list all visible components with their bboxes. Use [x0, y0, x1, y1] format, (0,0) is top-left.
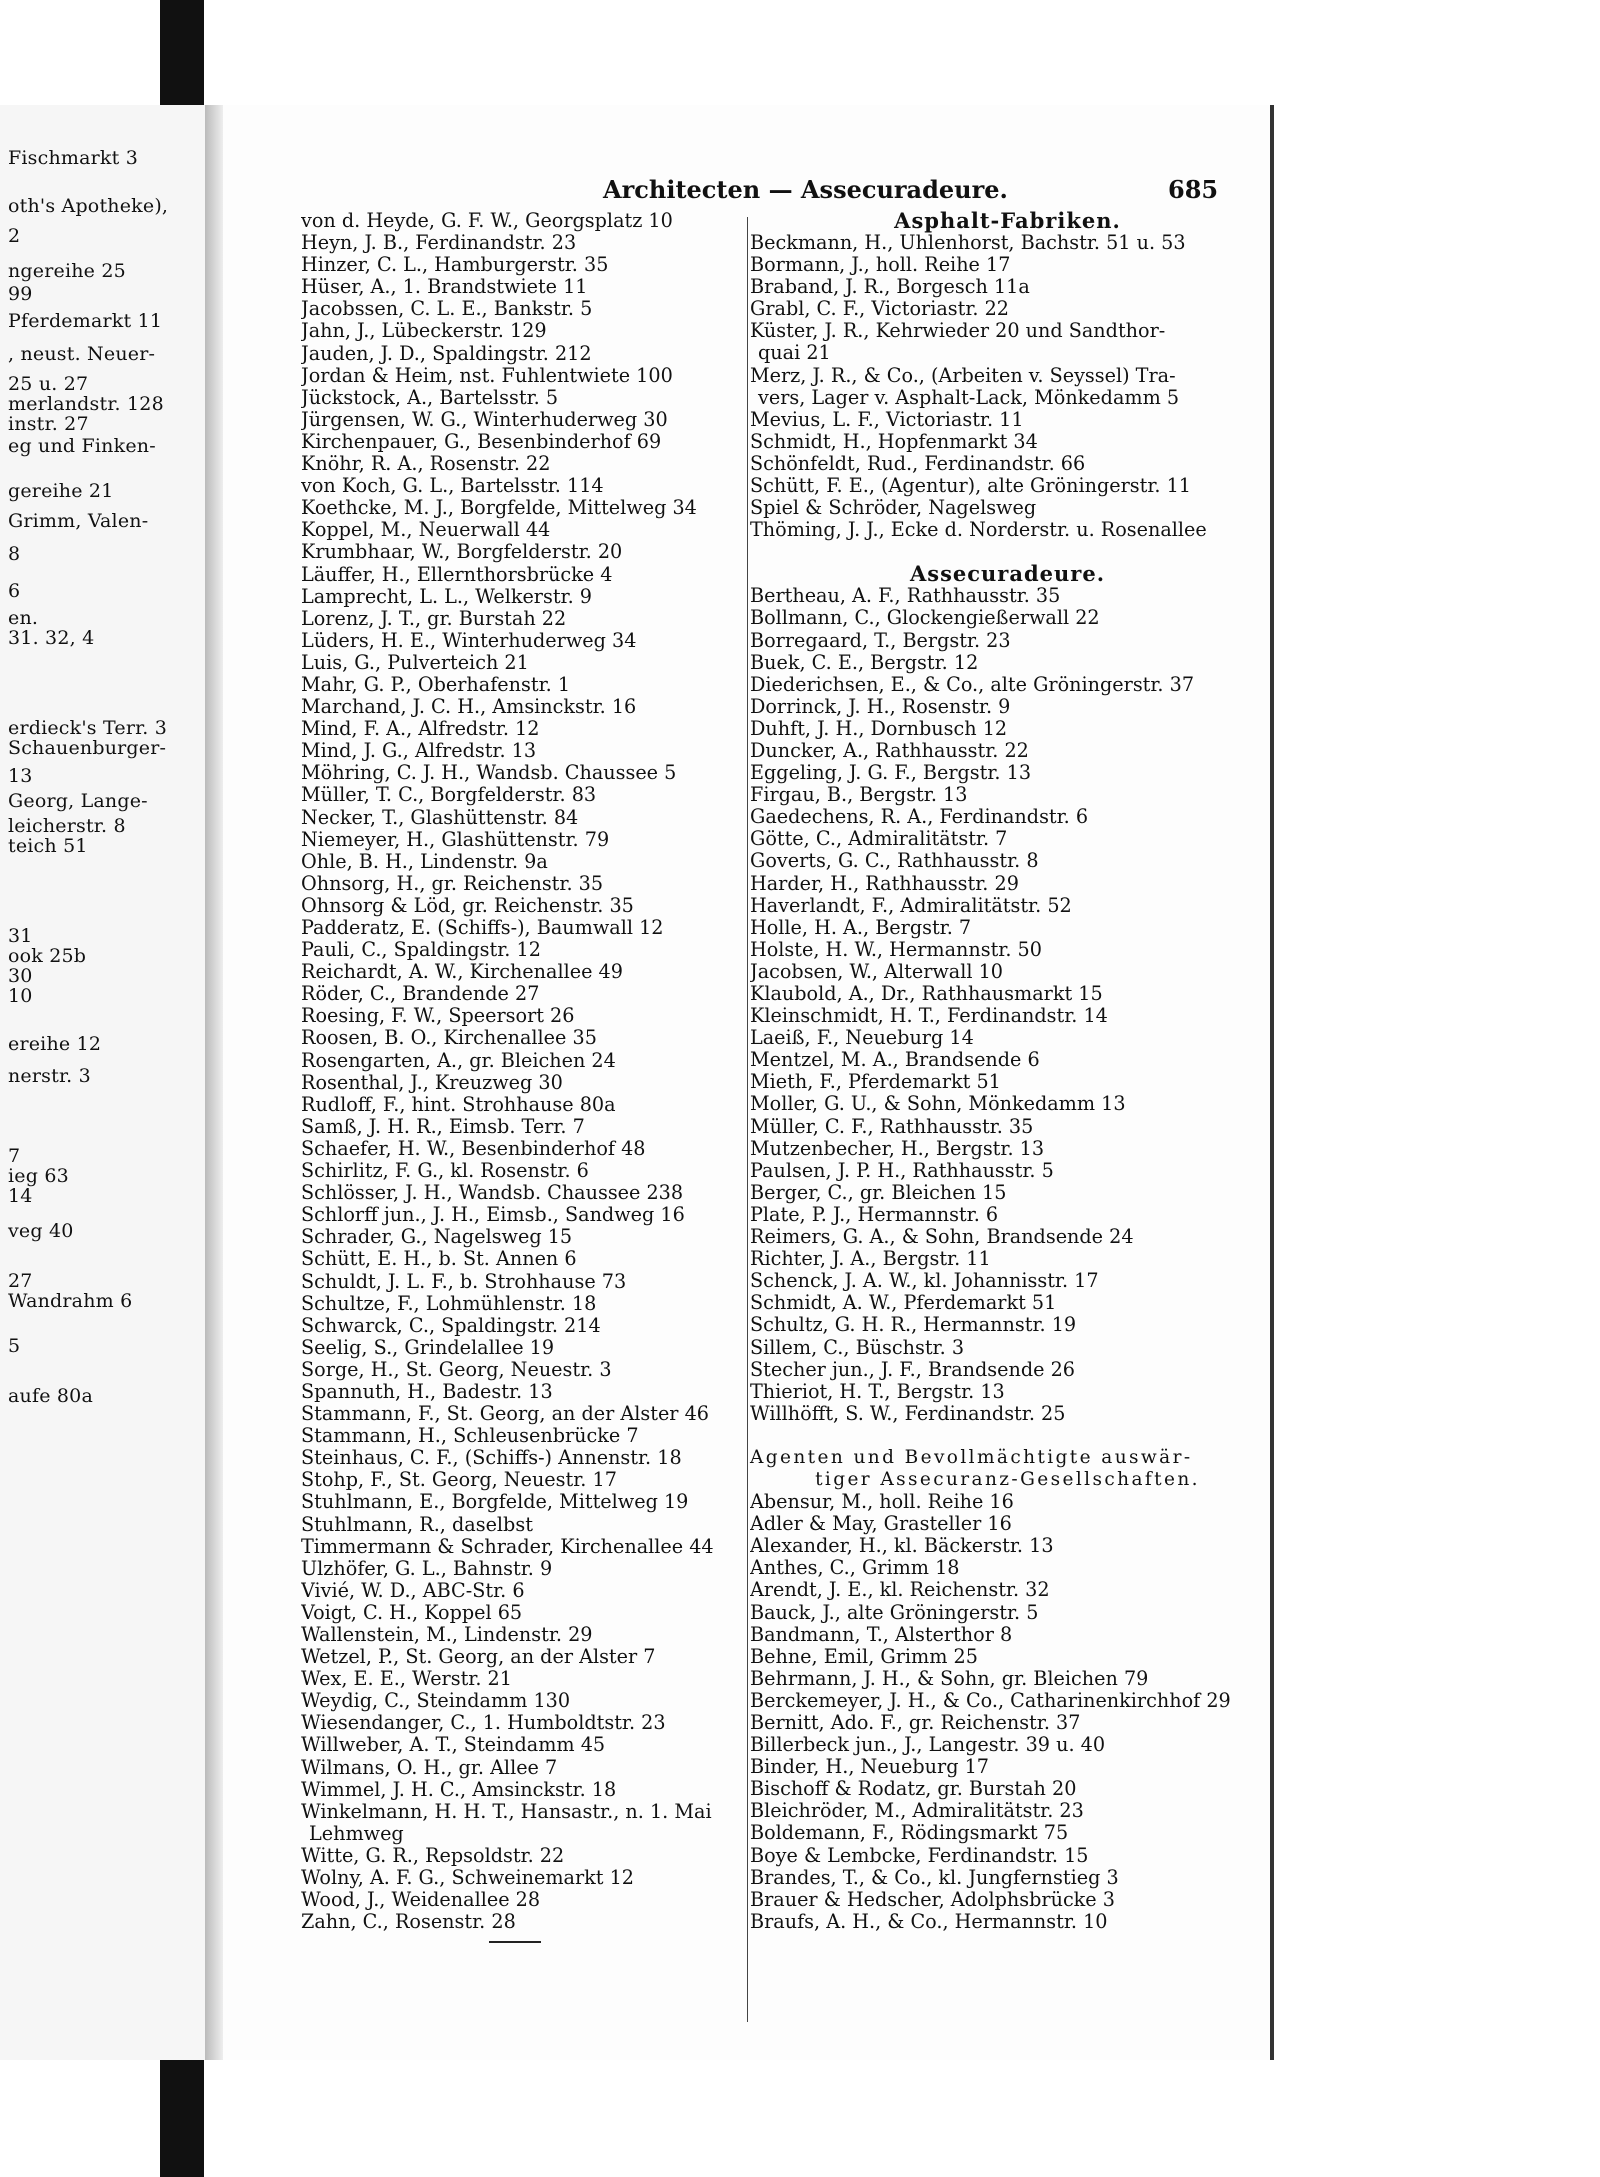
directory-entry: Stuhlmann, R., daselbst — [301, 1513, 533, 1536]
directory-entry: Schirlitz, F. G., kl. Rosenstr. 6 — [301, 1160, 589, 1183]
directory-entry: Ohnsorg & Löd, gr. Reichenstr. 35 — [301, 894, 634, 917]
directory-entry: Jürgensen, W. G., Winterhuderweg 30 — [301, 408, 668, 431]
directory-entry: Duncker, A., Rathhausstr. 22 — [750, 739, 1029, 762]
directory-entry: Jahn, J., Lübeckerstr. 129 — [301, 320, 547, 343]
previous-page-text-fragment: 5 — [8, 1335, 21, 1357]
directory-entry: Mentzel, M. A., Brandsende 6 — [750, 1049, 1040, 1072]
right-column — [750, 210, 1265, 1933]
directory-entry: Jacobssen, C. L. E., Bankstr. 5 — [301, 298, 593, 321]
directory-entry: Weydig, C., Steindamm 130 — [301, 1690, 571, 1713]
directory-entry: Wetzel, P., St. Georg, an der Alster 7 — [301, 1646, 656, 1669]
directory-entry: Bertheau, A. F., Rathhausstr. 35 — [750, 585, 1061, 608]
directory-entry: Schönfeldt, Rud., Ferdinandstr. 66 — [750, 452, 1086, 475]
directory-entry: Brauer & Hedscher, Adolphsbrücke 3 — [750, 1888, 1115, 1911]
directory-entry: Paulsen, J. P. H., Rathhausstr. 5 — [750, 1159, 1054, 1182]
directory-entry: Zahn, C., Rosenstr. 28 — [301, 1911, 516, 1934]
agents-list — [750, 1491, 1265, 1933]
directory-entry: Padderatz, E. (Schiffs-), Baumwall 12 — [301, 917, 664, 939]
directory-entry: Rosenthal, J., Kreuzweg 30 — [301, 1071, 563, 1094]
directory-entry: Buek, C. E., Bergstr. 12 — [750, 651, 979, 674]
directory-entry: Mutzenbecher, H., Bergstr. 13 — [750, 1137, 1045, 1160]
directory-entry: Möhring, C. J. H., Wandsb. Chaussee 5 — [301, 762, 677, 785]
directory-entry: Schütt, F. E., (Agentur), alte Gröningerstr. 11 — [750, 475, 1191, 498]
directory-page — [223, 105, 1274, 2060]
directory-entry: Behne, Emil, Grimm 25 — [750, 1645, 978, 1668]
directory-entry: von Koch, G. L., Bartelsstr. 114 — [301, 475, 604, 498]
directory-entry: Willweber, A. T., Steindamm 45 — [301, 1734, 606, 1757]
agents-heading-line1: Agenten und Bevollmächtigte auswär- — [750, 1446, 1193, 1468]
previous-page-text-fragment: 30 — [8, 965, 33, 987]
directory-entry: Bernitt, Ado. F., gr. Reichenstr. 37 — [750, 1712, 1081, 1734]
previous-page-text-fragment: 8 — [8, 543, 21, 565]
left-column-architects — [301, 210, 741, 1943]
directory-entry: Ulzhöfer, G. L., Bahnstr. 9 — [301, 1557, 553, 1580]
directory-entry: Berger, C., gr. Bleichen 15 — [750, 1181, 1007, 1204]
directory-entry: Alexander, H., kl. Bäckerstr. 13 — [750, 1535, 1054, 1558]
directory-entry: Röder, C., Brandende 27 — [301, 983, 540, 1006]
directory-entry: Thieriot, H. T., Bergstr. 13 — [750, 1380, 1005, 1403]
directory-entry: Klaubold, A., Dr., Rathhausmarkt 15 — [750, 983, 1103, 1005]
directory-entry: Luis, G., Pulverteich 21 — [301, 651, 529, 674]
directory-entry: Vivié, W. D., ABC-Str. 6 — [301, 1579, 525, 1602]
directory-entry: Berckemeyer, J. H., & Co., Catharinenkirchhof 29 — [750, 1689, 1231, 1712]
directory-entry: Spiel & Schröder, Nagelsweg — [750, 497, 1037, 520]
directory-entry: Schlösser, J. H., Wandsb. Chaussee 238 — [301, 1182, 684, 1205]
directory-entry: Schmidt, H., Hopfenmarkt 34 — [750, 430, 1038, 453]
directory-entry: Rosengarten, A., gr. Bleichen 24 — [301, 1049, 616, 1072]
directory-entry: Schwarck, C., Spaldingstr. 214 — [301, 1314, 601, 1337]
directory-entry: Abensur, M., holl. Reihe 16 — [750, 1491, 1014, 1514]
directory-entry: Grabl, C. F., Victoriastr. 22 — [750, 298, 1010, 321]
directory-entry: quai 21 — [758, 342, 831, 365]
directory-entry: Stuhlmann, E., Borgfelde, Mittelweg 19 — [301, 1491, 689, 1514]
directory-entry: Stecher jun., J. F., Brandsende 26 — [750, 1358, 1075, 1381]
directory-entry: Wimmel, J. H. C., Amsinckstr. 18 — [301, 1778, 617, 1801]
directory-entry: Goverts, G. C., Rathhausstr. 8 — [750, 850, 1039, 873]
directory-entry: Jückstock, A., Bartelsstr. 5 — [301, 386, 559, 409]
previous-page-text-fragment: 31. 32, 4 — [8, 627, 95, 649]
directory-entry: Mind, F. A., Alfredstr. 12 — [301, 718, 540, 741]
directory-entry: Wallenstein, M., Lindenstr. 29 — [301, 1624, 593, 1646]
directory-entry: Roesing, F. W., Speersort 26 — [301, 1005, 575, 1028]
directory-entry: Lorenz, J. T., gr. Burstah 22 — [301, 607, 567, 630]
directory-entry: Pauli, C., Spaldingstr. 12 — [301, 939, 541, 962]
directory-entry: Gaedechens, R. A., Ferdinandstr. 6 — [750, 806, 1089, 829]
previous-page-text-fragment: 25 u. 27 — [8, 373, 89, 395]
previous-page-text-fragment: 6 — [8, 580, 21, 602]
previous-page-text-fragment: 99 — [8, 283, 33, 305]
previous-page-text-fragment: eg und Finken- — [8, 435, 156, 457]
page-number: 685 — [1168, 175, 1219, 204]
directory-entry: Seelig, S., Grindelallee 19 — [301, 1336, 555, 1359]
directory-entry: Diederichsen, E., & Co., alte Gröningerstr. 37 — [750, 673, 1195, 696]
previous-page-text-fragment: 7 — [8, 1145, 21, 1167]
directory-entry: Bormann, J., holl. Reihe 17 — [750, 254, 1011, 277]
directory-entry: Eggeling, J. G. F., Bergstr. 13 — [750, 762, 1032, 785]
directory-entry: Witte, G. R., Repsoldstr. 22 — [301, 1844, 565, 1867]
previous-page-text-fragment: Wandrahm 6 — [8, 1290, 133, 1312]
directory-entry: Jordan & Heim, nst. Fuhlentwiete 100 — [301, 364, 673, 387]
directory-entry: Reimers, G. A., & Sohn, Brandsende 24 — [750, 1226, 1134, 1249]
directory-entry: Lüders, H. E., Winterhuderweg 34 — [301, 629, 637, 652]
directory-entry: Schrader, G., Nagelsweg 15 — [301, 1226, 573, 1249]
directory-entry: Wood, J., Weidenallee 28 — [301, 1889, 541, 1912]
previous-page-text-fragment: ook 25b — [8, 945, 87, 967]
directory-entry: Kleinschmidt, H. T., Ferdinandstr. 14 — [750, 1005, 1108, 1028]
directory-entry: Schultz, G. H. R., Hermannstr. 19 — [750, 1314, 1077, 1337]
directory-entry: Laeiß, F., Neueburg 14 — [750, 1027, 974, 1050]
directory-entry: Schaefer, H. W., Besenbinderhof 48 — [301, 1137, 646, 1160]
directory-entry: Holle, H. A., Bergstr. 7 — [750, 916, 972, 939]
directory-entry: vers, Lager v. Asphalt-Lack, Mönkedamm 5 — [758, 386, 1180, 409]
directory-entry: Niemeyer, H., Glashüttenstr. 79 — [301, 828, 610, 851]
directory-entry: Bischoff & Rodatz, gr. Burstah 20 — [750, 1778, 1077, 1801]
directory-entry: Heyn, J. B., Ferdinandstr. 23 — [301, 232, 577, 255]
directory-entry: Mahr, G. P., Oberhafenstr. 1 — [301, 673, 571, 696]
directory-entry: Harder, H., Rathhausstr. 29 — [750, 872, 1019, 895]
asphalt-list — [750, 232, 1265, 541]
directory-entry: Braufs, A. H., & Co., Hermannstr. 10 — [750, 1910, 1108, 1933]
directory-entry: Bollmann, C., Glockengießerwall 22 — [750, 607, 1100, 630]
directory-entry: Roosen, B. O., Kirchenallee 35 — [301, 1027, 597, 1050]
previous-page-text-fragment: en. — [8, 607, 39, 629]
directory-entry: Beckmann, H., Uhlenhorst, Bachstr. 51 u. 53 — [750, 232, 1186, 254]
previous-page-text-fragment: instr. 27 — [8, 413, 89, 435]
previous-page-text-fragment: nerstr. 3 — [8, 1065, 91, 1087]
directory-entry: Winkelmann, H. H. T., Hansastr., n. 1. Mai — [301, 1800, 712, 1823]
directory-entry: Reichardt, A. W., Kirchenallee 49 — [301, 961, 623, 984]
directory-entry: Wolny, A. F. G., Schweinemarkt 12 — [301, 1867, 635, 1890]
directory-entry: Jauden, J. D., Spaldingstr. 212 — [301, 342, 592, 365]
directory-entry: Schmidt, A. W., Pferdemarkt 51 — [750, 1292, 1057, 1315]
directory-entry: Koethcke, M. J., Borgfelde, Mittelweg 34 — [301, 497, 697, 520]
directory-entry: Wex, E. E., Werstr. 21 — [301, 1668, 512, 1691]
section-heading-asphalt: Asphalt-Fabriken. — [894, 208, 1121, 233]
directory-entry: Thöming, J. J., Ecke d. Norderstr. u. Rosenallee — [750, 519, 1207, 542]
directory-entry: Braband, J. R., Borgesch 11a — [750, 276, 1030, 299]
directory-entry: Holste, H. W., Hermannstr. 50 — [750, 938, 1042, 961]
directory-entry: Mevius, L. F., Victoriastr. 11 — [750, 408, 1024, 431]
section-heading-assecuradeure: Assecuradeure. — [909, 561, 1106, 587]
previous-page-text-fragment: erdieck's Terr. 3 — [8, 717, 168, 739]
directory-entry: Hüser, A., 1. Brandstwiete 11 — [301, 276, 588, 299]
directory-entry: Ohle, B. H., Lindenstr. 9a — [301, 850, 548, 873]
running-head: Architecten — Assecuradeure. — [603, 175, 1008, 204]
directory-entry: Boye & Lembcke, Ferdinandstr. 15 — [750, 1844, 1089, 1867]
directory-entry: Stohp, F., St. Georg, Neuestr. 17 — [301, 1469, 617, 1492]
binding-shadow-top — [160, 0, 204, 105]
directory-entry: Behrmann, J. H., & Sohn, gr. Bleichen 79 — [750, 1667, 1149, 1690]
directory-entry: Richter, J. A., Bergstr. 11 — [750, 1248, 991, 1271]
directory-entry: Binder, H., Neueburg 17 — [750, 1756, 989, 1779]
directory-entry: Bleichröder, M., Admiralitätstr. 23 — [750, 1800, 1084, 1823]
directory-entry: Sorge, H., St. Georg, Neuestr. 3 — [301, 1358, 612, 1381]
directory-entry: Rudloff, F., hint. Strohhause 80a — [301, 1093, 616, 1116]
directory-entry: Spannuth, H., Badestr. 13 — [301, 1380, 553, 1403]
previous-page-text-fragment: leicherstr. 8 — [8, 815, 126, 837]
directory-entry: Kirchenpauer, G., Besenbinderhof 69 — [301, 430, 662, 453]
directory-entry: Moller, G. U., & Sohn, Mönkedamm 13 — [750, 1093, 1126, 1116]
directory-entry: Wilmans, O. H., gr. Allee 7 — [301, 1756, 558, 1779]
directory-entry: Adler & May, Grasteller 16 — [750, 1513, 1012, 1536]
directory-entry: Götte, C., Admiralitätstr. 7 — [750, 828, 1008, 851]
directory-entry: Samß, J. H. R., Eimsb. Terr. 7 — [301, 1115, 585, 1138]
previous-page-text-fragment: Grimm, Valen- — [8, 510, 149, 532]
previous-page-text-fragment: 14 — [8, 1185, 33, 1207]
directory-entry: Wiesendanger, C., 1. Humboldtstr. 23 — [301, 1712, 666, 1735]
agents-heading-line2: tiger Assecuranz-Gesellschaften. — [815, 1468, 1200, 1490]
directory-entry: Lamprecht, L. L., Welkerstr. 9 — [301, 585, 593, 608]
previous-page-text-fragment: Pferdemarkt 11 — [8, 310, 163, 332]
directory-entry: Merz, J. R., & Co., (Arbeiten v. Seyssel) Tra- — [750, 364, 1176, 387]
previous-page-text-fragment: teich 51 — [8, 835, 88, 857]
previous-page-fragment — [0, 105, 208, 2060]
directory-entry: Mind, J. G., Alfredstr. 13 — [301, 740, 537, 763]
previous-page-text-fragment: 10 — [8, 985, 33, 1007]
previous-page-text-fragment: Schauenburger- — [8, 737, 167, 759]
previous-page-text-fragment: , neust. Neuer- — [8, 343, 156, 365]
directory-entry: Anthes, C., Grimm 18 — [750, 1557, 960, 1580]
previous-page-text-fragment: 2 — [8, 225, 21, 247]
directory-entry: Hinzer, C. L., Hamburgerstr. 35 — [301, 254, 609, 277]
directory-entry: Schlorff jun., J. H., Eimsb., Sandweg 16 — [301, 1204, 685, 1227]
directory-entry: Bandmann, T., Alsterthor 8 — [750, 1623, 1013, 1646]
directory-entry: Marchand, J. C. H., Amsinckstr. 16 — [301, 696, 637, 719]
directory-entry: Arendt, J. E., kl. Reichenstr. 32 — [750, 1579, 1050, 1602]
previous-page-text-fragment: Georg, Lange- — [8, 790, 148, 812]
previous-page-text-fragment: 27 — [8, 1270, 33, 1292]
directory-entry: Schultze, F., Lohmühlenstr. 18 — [301, 1292, 597, 1315]
directory-entry: Schuldt, J. L. F., b. Strohhause 73 — [301, 1270, 627, 1293]
directory-entry: Ohnsorg, H., gr. Reichenstr. 35 — [301, 872, 604, 895]
directory-entry: Boldemann, F., Rödingsmarkt 75 — [750, 1822, 1069, 1845]
previous-page-text-fragment: ngereihe 25 — [8, 260, 126, 282]
directory-entry: Stammann, F., St. Georg, an der Alster 46 — [301, 1403, 709, 1426]
previous-page-text-fragment: gereihe 21 — [8, 480, 114, 502]
directory-entry: Plate, P. J., Hermannstr. 6 — [750, 1203, 999, 1226]
directory-entry: Bauck, J., alte Gröningerstr. 5 — [750, 1601, 1039, 1624]
previous-page-text-fragment: merlandstr. 128 — [8, 393, 164, 415]
directory-entry: Lehmweg — [309, 1822, 404, 1845]
directory-entry: Willhöfft, S. W., Ferdinandstr. 25 — [750, 1402, 1066, 1425]
end-rule — [489, 1941, 541, 1943]
directory-entry: Stammann, H., Schleusenbrücke 7 — [301, 1425, 639, 1448]
binding-shadow-bottom — [160, 2060, 204, 2177]
directory-entry: von d. Heyde, G. F. W., Georgsplatz 10 — [301, 210, 673, 232]
directory-entry: Sillem, C., Büschstr. 3 — [750, 1336, 965, 1359]
previous-page-text-fragment: ereihe 12 — [8, 1033, 102, 1055]
directory-entry: Knöhr, R. A., Rosenstr. 22 — [301, 453, 551, 476]
directory-entry: Brandes, T., & Co., kl. Jungfernstieg 3 — [750, 1866, 1119, 1889]
previous-page-text-fragment: veg 40 — [8, 1220, 74, 1242]
directory-entry: Borregaard, T., Bergstr. 23 — [750, 629, 1011, 652]
directory-entry: Voigt, C. H., Koppel 65 — [301, 1601, 523, 1624]
previous-page-text-fragment: 13 — [8, 765, 33, 787]
directory-entry: Jacobsen, W., Alterwall 10 — [750, 960, 1004, 983]
directory-entry: Küster, J. R., Kehrwieder 20 und Sandthor- — [750, 320, 1166, 343]
assecuradeure-list — [750, 585, 1265, 1425]
previous-page-text-fragment: aufe 80a — [8, 1385, 93, 1407]
directory-entry: Necker, T., Glashüttenstr. 84 — [301, 806, 579, 829]
directory-entry: Schütt, E. H., b. St. Annen 6 — [301, 1248, 577, 1271]
directory-entry: Müller, T. C., Borgfelderstr. 83 — [301, 784, 597, 807]
page-gutter — [205, 105, 223, 2060]
directory-entry: Duhft, J. H., Dornbusch 12 — [750, 717, 1008, 740]
directory-entry: Müller, C. F., Rathhausstr. 35 — [750, 1115, 1034, 1138]
directory-entry: Koppel, M., Neuerwall 44 — [301, 519, 551, 542]
directory-entry: Krumbhaar, W., Borgfelderstr. 20 — [301, 541, 623, 564]
directory-entry: Timmermann & Schrader, Kirchenallee 44 — [301, 1535, 714, 1558]
previous-page-text-fragment: ieg 63 — [8, 1165, 69, 1187]
directory-entry: Steinhaus, C. F., (Schiffs-) Annenstr. 18 — [301, 1447, 682, 1470]
directory-entry: Dorrinck, J. H., Rosenstr. 9 — [750, 695, 1011, 718]
previous-page-text-fragment: Fischmarkt 3 — [8, 147, 138, 169]
directory-entry: Firgau, B., Bergstr. 13 — [750, 784, 968, 807]
directory-entry: Billerbeck jun., J., Langestr. 39 u. 40 — [750, 1734, 1106, 1757]
directory-entry: Schenck, J. A. W., kl. Johannisstr. 17 — [750, 1270, 1099, 1293]
directory-entry: Läuffer, H., Ellernthorsbrücke 4 — [301, 563, 613, 586]
previous-page-text-fragment: 31 — [8, 925, 33, 947]
column-divider — [747, 217, 748, 2022]
directory-entry: Haverlandt, F., Admiralitätstr. 52 — [750, 894, 1072, 917]
previous-page-text-fragment: oth's Apotheke), — [8, 195, 169, 217]
directory-entry: Mieth, F., Pferdemarkt 51 — [750, 1071, 1001, 1094]
